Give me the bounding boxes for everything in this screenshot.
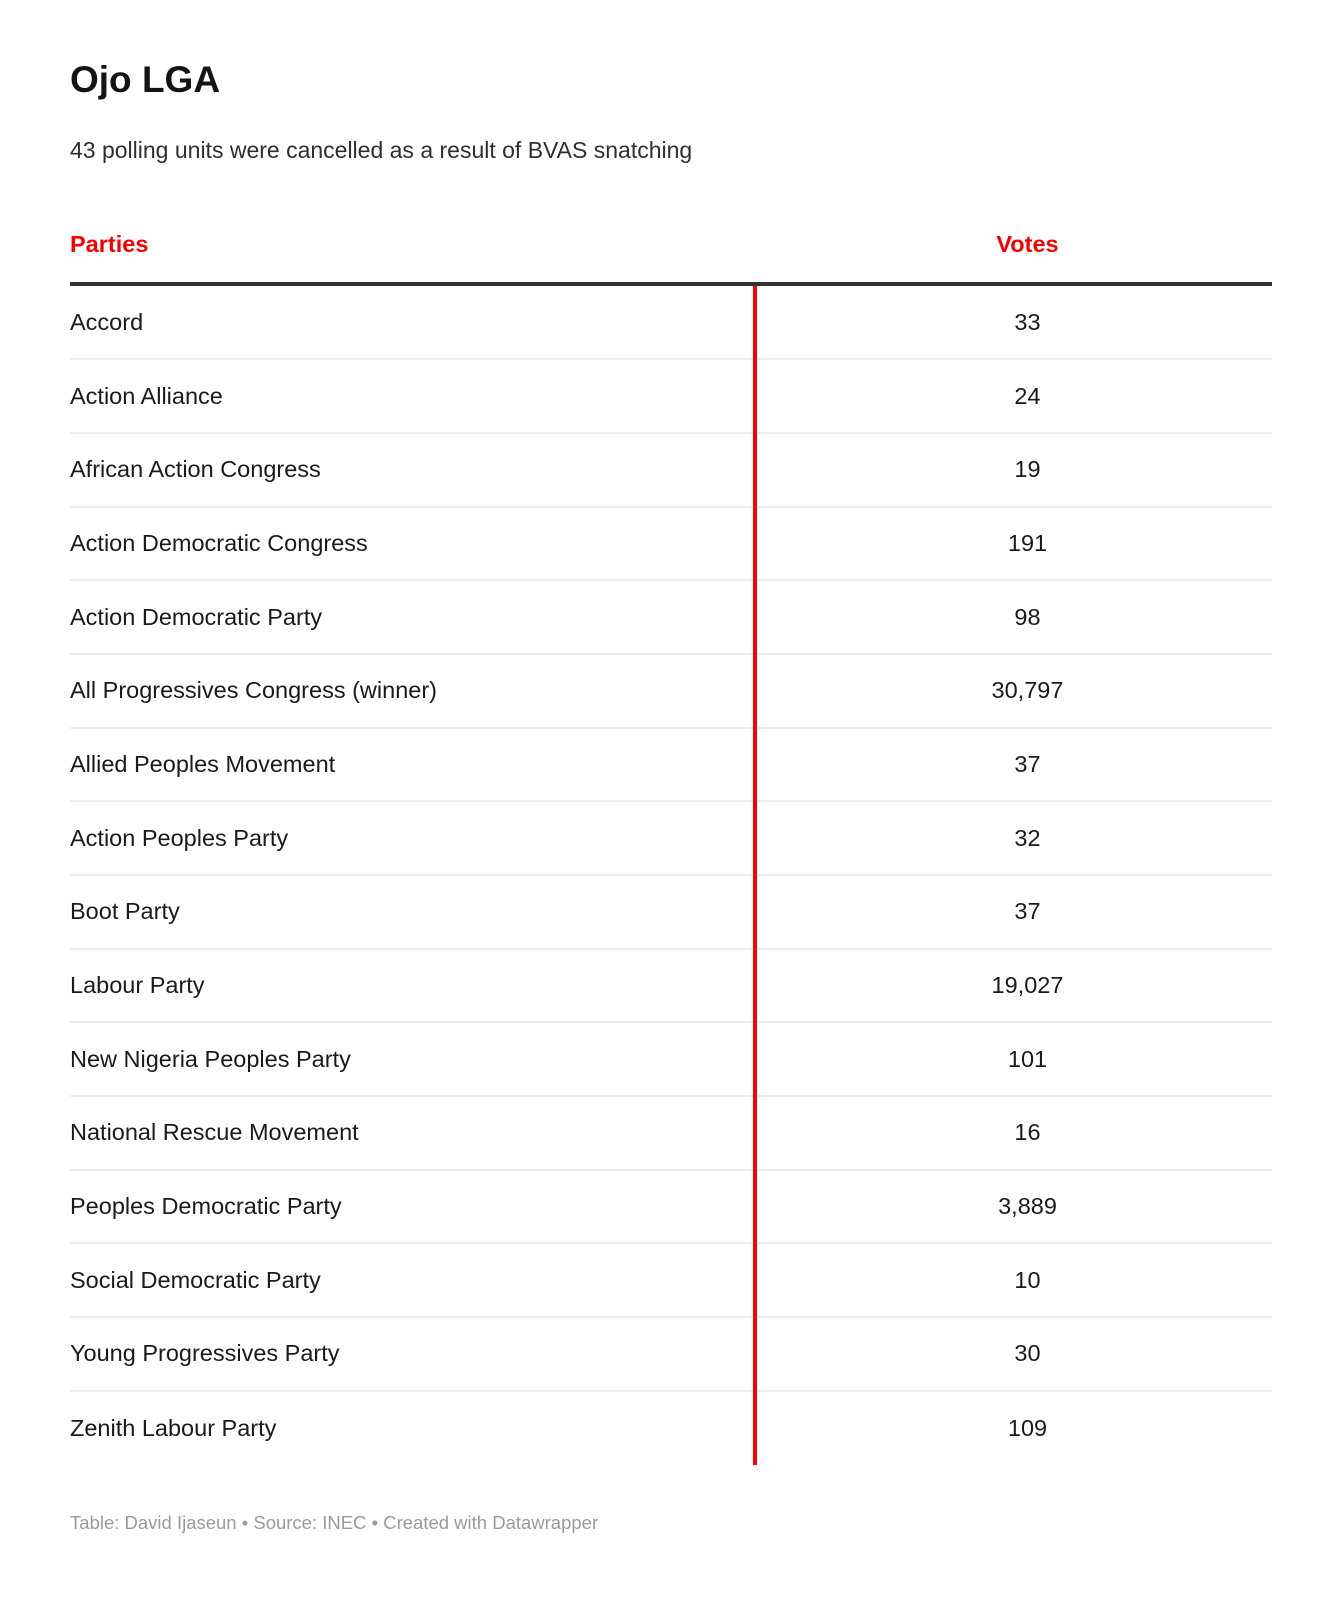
- table-body: [70, 286, 1272, 1465]
- table-row: [70, 508, 1272, 582]
- table-row: [70, 950, 1272, 1024]
- party-cell: All Progressives Congress (winner): [70, 677, 437, 704]
- table-row: [70, 802, 1272, 876]
- votes-cell: 16: [1014, 1119, 1041, 1146]
- votes-cell: 19: [1014, 456, 1041, 483]
- party-cell: Action Democratic Congress: [70, 529, 368, 556]
- table-row: [70, 876, 1272, 950]
- party-cell: Labour Party: [70, 972, 205, 998]
- votes-cell: 10: [1014, 1266, 1041, 1293]
- table-row: [70, 655, 1272, 729]
- votes-cell: 32: [1014, 824, 1041, 851]
- party-cell: Action Peoples Party: [70, 824, 289, 851]
- votes-cell: 30,797: [991, 677, 1064, 704]
- table-row: [70, 286, 1272, 360]
- table-row: [70, 1318, 1272, 1392]
- table-row: [70, 1171, 1272, 1245]
- votes-cell: 24: [1014, 382, 1041, 409]
- party-cell: Action Alliance: [70, 382, 223, 409]
- table-row: [70, 1244, 1272, 1318]
- votes-cell: 30: [1014, 1340, 1041, 1367]
- table-row: [70, 581, 1272, 655]
- party-cell: Social Democratic Party: [70, 1266, 321, 1293]
- votes-cell: 109: [1007, 1415, 1048, 1442]
- table-row: [70, 1097, 1272, 1171]
- table-row: [70, 434, 1272, 508]
- votes-cell: 33: [1014, 308, 1041, 335]
- votes-cell: 98: [1014, 603, 1041, 630]
- column-divider-rule: [753, 286, 757, 1465]
- table-row: [70, 1392, 1272, 1466]
- column-header-parties: Parties: [70, 231, 149, 258]
- votes-cell: 191: [1007, 529, 1048, 556]
- table-row: [70, 1023, 1272, 1097]
- votes-cell: 37: [1014, 750, 1041, 777]
- column-header-votes: Votes: [996, 231, 1059, 258]
- party-cell: African Action Congress: [70, 456, 321, 483]
- footer-credit: Table: David Ijaseun • Source: INEC • Created with Datawrapper: [70, 1512, 599, 1534]
- party-cell: Allied Peoples Movement: [70, 750, 336, 777]
- votes-cell: 37: [1014, 898, 1041, 925]
- party-cell: Young Progressives Party: [70, 1340, 340, 1367]
- page-title: Ojo LGA: [70, 59, 221, 100]
- table-row: [70, 360, 1272, 434]
- votes-cell: 3,889: [998, 1193, 1057, 1220]
- page-subtitle: 43 polling units were cancelled as a result of BVAS snatching: [70, 137, 693, 164]
- table-header: [70, 230, 1272, 286]
- party-cell: Zenith Labour Party: [70, 1415, 277, 1442]
- party-cell: National Rescue Movement: [70, 1119, 359, 1146]
- party-cell: Action Democratic Party: [70, 603, 323, 630]
- party-cell: Peoples Democratic Party: [70, 1193, 342, 1220]
- table-row: [70, 729, 1272, 803]
- votes-cell: 101: [1007, 1045, 1048, 1072]
- party-cell: Accord: [70, 308, 144, 335]
- votes-cell: 19,027: [991, 972, 1064, 998]
- party-cell: New Nigeria Peoples Party: [70, 1045, 351, 1072]
- party-cell: Boot Party: [70, 898, 180, 925]
